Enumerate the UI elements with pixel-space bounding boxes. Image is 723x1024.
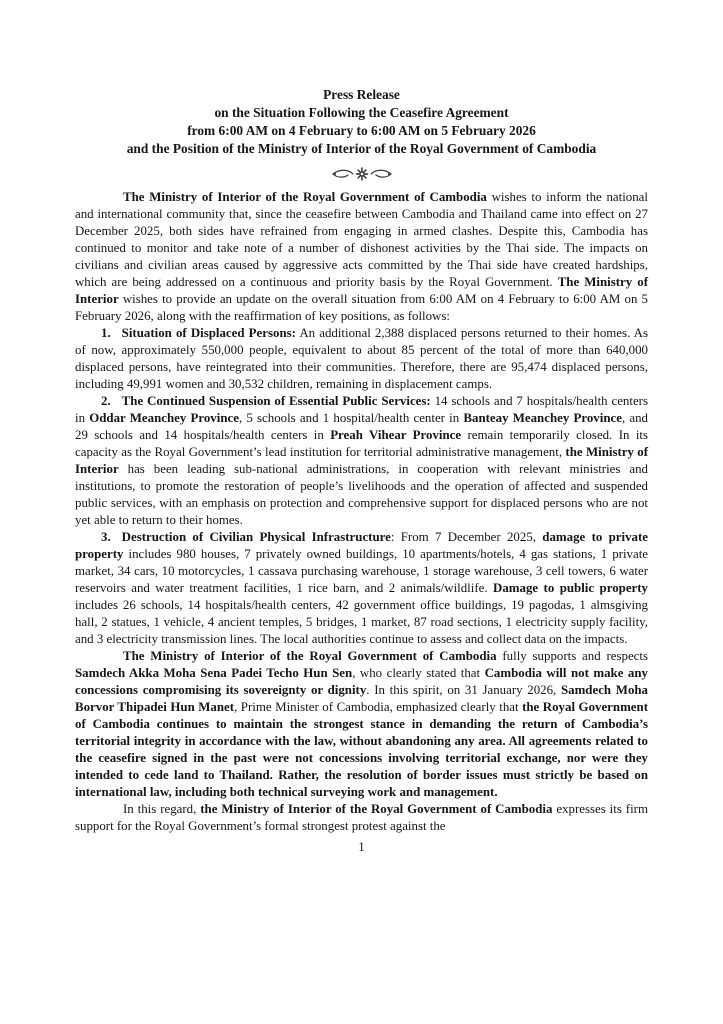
title-line-1: Press Release: [323, 87, 400, 102]
text-run: the Royal Government of Cambodia continues to maintain the strongest stance in demanding the return of Cambodia’s territorial integrity in accordance with the law, without abandoning any area. All agreements related to the ceasefire signed in the past were not concessions involving territorial exchange, nor were they intended to cede land to Thailand. Rather, the resolution of border issues must strictly be based on international law, including both technical surveying work and management.: [75, 700, 648, 799]
text-run: . In this spirit, on 31 January 2026,: [366, 683, 561, 697]
text-run: : From 7 December 2025,: [390, 530, 543, 544]
text-run: The Ministry of Interior: [75, 275, 648, 306]
text-run: Damage to public property: [493, 581, 648, 595]
title-line-2: on the Situation Following the Ceasefire Agreement: [214, 105, 509, 120]
text-run: , who clearly stated that: [352, 666, 485, 680]
text-run: Samdech Akka Moha Sena Padei Techo Hun Sen: [75, 666, 353, 680]
list-number: 2.: [101, 394, 111, 408]
text-run: , 5 schools and 1 hospital/health center in: [238, 411, 464, 425]
paragraph: [75, 648, 648, 801]
text-run: 14 schools and 7 hospitals/health centers in: [75, 394, 648, 425]
text-run: the Ministry of Interior: [75, 445, 649, 476]
title-line-4: and the Position of the Ministry of Interior of the Royal Government of Cambodia: [126, 141, 597, 156]
document-title: [75, 86, 648, 158]
text-run: The Ministry of Interior of the Royal Government of Cambodia: [123, 190, 487, 204]
title-line-3: from 6:00 AM on 4 February to 6:00 AM on 5 February 2026: [187, 123, 536, 138]
numbered-paragraph: [75, 393, 648, 529]
document-body: [75, 189, 648, 835]
paragraph: [75, 189, 648, 325]
text-run: fully supports and respects: [496, 649, 648, 663]
paragraph: [75, 801, 648, 835]
text-run: Oddar Meanchey Province: [89, 411, 239, 425]
list-number: 3.: [101, 530, 111, 544]
text-run: The Continued Suspension of Essential Public Services:: [121, 394, 431, 408]
text-run: Samdech Moha Borvor Thipadei Hun Manet: [75, 683, 648, 714]
text-run: expresses its firm support for the Royal Government’s formal strongest protest against the: [75, 802, 648, 833]
text-run: An additional 2,388 displaced persons returned to their homes. As of now, approximately 550,000 people, equivalent to about 85 percent of the total of more than 640,000 displaced persons, have reintegrated into their communities. Therefore, there are 95,474 displaced persons, including 49,991 women and 30,532 children, remaining in displacement camps.: [75, 326, 648, 391]
numbered-paragraph: [75, 529, 648, 648]
floral-divider-icon: [75, 165, 648, 183]
numbered-paragraph: [75, 325, 648, 393]
text-run: Preah Vihear Province: [330, 428, 462, 442]
text-run: , and 29 schools and 14 hospitals/health centers in: [75, 411, 648, 442]
text-run: , Prime Minister of Cambodia, emphasized clearly that: [234, 700, 523, 714]
text-run: includes 26 schools, 14 hospitals/health centers, 42 government office buildings, 19 pagodas, 1 almsgiving hall, 2 statues, 1 vehicle, 4 ancient temples, 5 bridges, 1 market, 87 road sections, 1 electricity supply facility, and 3 electricity transmission lines. The local authorities continue to assess and collect data on the impacts.: [75, 598, 648, 646]
text-run: Destruction of Civilian Physical Infrastructure: [121, 530, 391, 544]
text-run: wishes to provide an update on the overall situation from 6:00 AM on 4 February to 6:00 AM on 5 February 2026, along with the reaffirmation of key positions, as follows:: [75, 292, 648, 323]
text-run: Situation of Displaced Persons:: [121, 326, 296, 340]
page-number: 1: [358, 840, 365, 854]
text-run: remain temporarily closed. In its capacity as the Royal Government’s lead institution for territorial administrative management,: [75, 428, 649, 459]
text-run: has been leading sub-national administrations, in cooperation with relevant ministries and institutions, to promote the restoration of people’s livelihoods and the operation of affected and suspended public services, with an emphasis on protection and comprehensive support for displaced persons who are not yet able to return to their homes.: [75, 462, 648, 527]
text-run: In this regard,: [123, 802, 201, 816]
text-run: includes 980 houses, 7 privately owned buildings, 10 apartments/hotels, 4 gas stations, 1 private market, 34 cars, 10 motorcycles, 1 cassava purchasing warehouse, 1 storage warehouse, 3 cell towers, 6 water reservoirs and water treatment facilities, 1 rice barn, and 2 animals/wildlife.: [75, 547, 648, 595]
text-run: wishes to inform the national and international community that, since the ceasefire between Cambodia and Thailand came into effect on 27 December 2025, both sides have refrained from engaging in armed clashes. Despite this, Cambodia has continued to monitor and take note of a number of dishonest activities by the Thai side. The impacts on civilians and civilian areas caused by aggressive acts committed by the Thai side have created hardships, which are being addressed on a continuous and priority basis by the Royal Government.: [75, 190, 648, 289]
text-run: The Ministry of Interior of the Royal Government of Cambodia: [123, 649, 497, 663]
text-run: the Ministry of Interior of the Royal Government of Cambodia: [200, 802, 553, 816]
text-run: Banteay Meanchey Province: [463, 411, 622, 425]
text-run: damage to private property: [75, 530, 648, 561]
list-number: 1.: [101, 326, 111, 340]
text-run: Cambodia will not make any concessions compromising its sovereignty or dignity: [75, 666, 648, 697]
